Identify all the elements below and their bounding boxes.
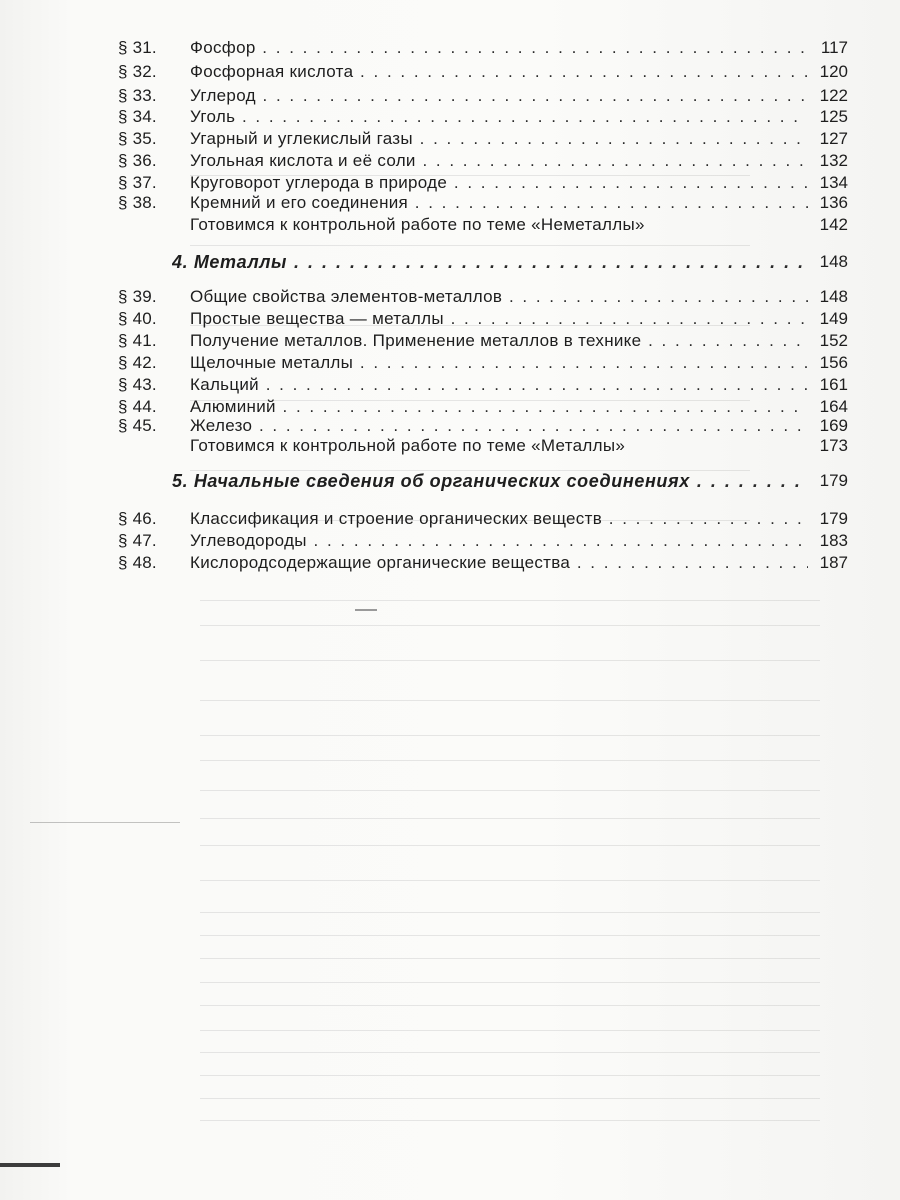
section-title: Уголь . . .	[190, 105, 808, 129]
section-title: Готовимся к контрольной работе по теме «Неметаллы»	[190, 215, 645, 234]
page-number: 117	[820, 38, 848, 57]
section-title: Железо . . .	[190, 414, 808, 438]
section-title: Фосфор . . .	[190, 36, 808, 60]
section-title: Классификация и строение органических веществ . . .	[190, 507, 808, 531]
page-number: 136	[819, 193, 848, 212]
toc-row	[0, 285, 900, 309]
page-number: 149	[819, 309, 848, 328]
toc-row	[0, 105, 900, 129]
page-number: 183	[819, 531, 848, 550]
page-edge-mark	[0, 1163, 60, 1167]
page-number: 156	[819, 353, 848, 372]
section-title: Круговорот углерода в природе . . .	[190, 171, 808, 195]
toc-row	[0, 373, 900, 397]
margin-rule	[30, 822, 180, 823]
section-title: Фосфорная кислота . . .	[190, 60, 808, 84]
toc-row	[0, 507, 900, 531]
page-number: 179	[819, 471, 848, 490]
toc-chapter-row	[0, 469, 900, 493]
toc-row	[0, 307, 900, 331]
page-number: 152	[819, 331, 848, 350]
section-title: Кислородсодержащие органические вещества . . .	[190, 551, 808, 575]
page-number: 169	[819, 416, 848, 435]
section-number: § 46.	[118, 509, 157, 528]
page-number: 120	[819, 62, 848, 81]
page-number: 122	[819, 86, 848, 105]
section-number: § 47.	[118, 531, 157, 550]
toc-row	[0, 213, 900, 237]
section-title: Углеводороды . . .	[190, 529, 808, 553]
section-title: Угарный и углекислый газы . . .	[190, 127, 808, 151]
dash-mark	[355, 609, 377, 611]
toc-chapter-row	[0, 250, 900, 274]
toc-row	[0, 191, 900, 215]
toc-row	[0, 529, 900, 553]
page-number: 132	[819, 151, 848, 170]
section-number: § 38.	[118, 193, 157, 212]
section-number: § 31.	[118, 38, 157, 57]
page-number: 187	[819, 553, 848, 572]
section-number: § 39.	[118, 287, 157, 306]
toc-row	[0, 149, 900, 173]
toc-row	[0, 127, 900, 151]
page-number: 179	[819, 509, 848, 528]
page-number: 164	[819, 397, 848, 416]
toc-row	[0, 434, 900, 458]
toc-row	[0, 351, 900, 375]
section-number: § 43.	[118, 375, 157, 394]
section-title: Получение металлов. Применение металлов в технике . . .	[190, 329, 808, 353]
toc-row	[0, 329, 900, 353]
section-title: Углерод . . .	[190, 84, 808, 108]
page-number: 142	[819, 215, 848, 234]
page-number: 125	[819, 107, 848, 126]
section-title: Готовимся к контрольной работе по теме «Металлы»	[190, 436, 626, 455]
section-title: Алюминий . . .	[190, 395, 808, 419]
page-number: 148	[819, 252, 848, 271]
chapter-title: 5. Начальные сведения об органических соединениях . . .	[172, 469, 808, 493]
section-title: Кремний и его соединения . . .	[190, 191, 808, 215]
section-title: Кальций . . .	[190, 373, 808, 397]
section-number: § 35.	[118, 129, 157, 148]
page-number: 148	[819, 287, 848, 306]
section-title: Общие свойства элементов-металлов . . .	[190, 285, 808, 309]
section-number: § 36.	[118, 151, 157, 170]
toc-row	[0, 60, 900, 84]
page-number: 173	[819, 436, 848, 455]
section-title: Простые вещества — металлы . . .	[190, 307, 808, 331]
chapter-title: 4. Металлы . . .	[172, 250, 808, 274]
section-number: § 34.	[118, 107, 157, 126]
section-number: § 40.	[118, 309, 157, 328]
toc-row	[0, 551, 900, 575]
section-title: Щелочные металлы . . .	[190, 351, 808, 375]
section-number: § 37.	[118, 173, 157, 192]
section-number: § 48.	[118, 553, 157, 572]
page-number: 161	[819, 375, 848, 394]
page-number: 127	[819, 129, 848, 148]
section-number: § 45.	[118, 416, 157, 435]
section-number: § 44.	[118, 397, 157, 416]
section-number: § 42.	[118, 353, 157, 372]
toc-row	[0, 36, 900, 60]
section-number: § 41.	[118, 331, 157, 350]
section-number: § 32.	[118, 62, 157, 81]
section-title: Угольная кислота и её соли . . .	[190, 149, 808, 173]
page-number: 134	[819, 173, 848, 192]
section-number: § 33.	[118, 86, 157, 105]
